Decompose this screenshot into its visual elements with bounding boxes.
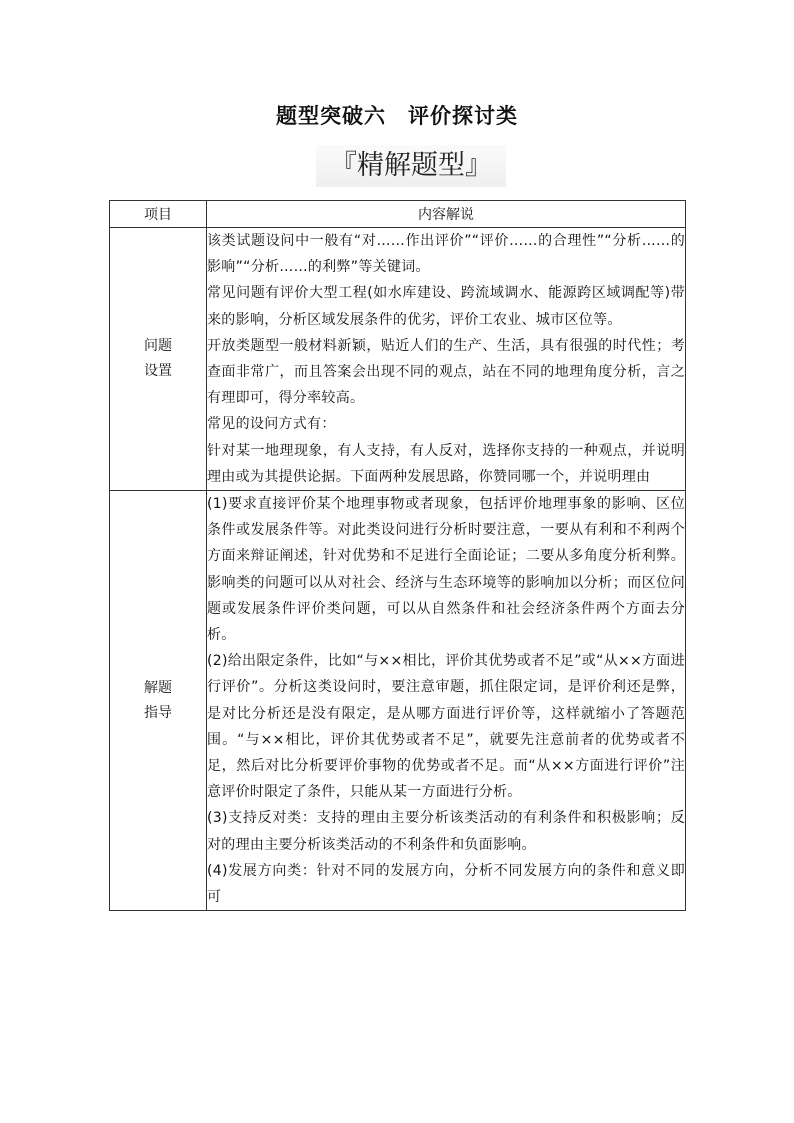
item-label-line: 问题 [144, 338, 172, 355]
content-paragraph: 针对某一地理现象，有人支持，有人反对，选择你支持的一种观点，并说明理由或为其提供论据。下面两种发展思路，你赞同哪一个，并说明理由 [207, 442, 685, 485]
content-paragraph: 常见的设问方式有： [207, 416, 336, 433]
content-paragraph: 该类试题设问中一般有“对……作出评价”“评价……的合理性”“分析……的影响”“分析……的利弊”等关键词。 [207, 233, 685, 276]
content-paragraph: 常见问题有评价大型工程(如水库建设、跨流域调水、能源跨区域调配等)带来的影响，分析区域发展条件的优劣，评价工农业、城市区位等。 [207, 285, 685, 328]
item-cell-solving-guide [110, 491, 207, 911]
section-banner: 『精解题型』 [316, 145, 506, 187]
header-content: 内容解说 [207, 201, 686, 228]
item-label-line: 设置 [144, 363, 172, 380]
item-label-line: 指导 [144, 704, 172, 721]
content-cell-solving-guide [207, 491, 686, 911]
content-paragraph: (4)发展方向类：针对不同的发展方向，分析不同发展方向的条件和意义即可 [207, 862, 685, 906]
content-paragraph: 开放类题型一般材料新颖，贴近人们的生产、生活，具有很强的时代性；考查面非常广，而且答案会出现不同的观点，站在不同的地理角度分析，言之有理即可，得分率较高。 [207, 337, 685, 407]
item-cell-question-setting [110, 228, 207, 491]
table-row-solving-guide [110, 491, 686, 911]
page-title: 题型突破六 评价探讨类 [276, 104, 518, 128]
item-label-line: 解题 [144, 679, 172, 696]
guide-table [109, 200, 686, 911]
content-paragraph: (1)要求直接评价某个地理事物或者现象，包括评价地理事象的影响、区位条件或发展条件等。对此类设问进行分析时要注意，一要从有利和不利两个方面来辩证阐述，针对优势和不足进行全面论证；二要从多角度分析利弊。影响类的问题可以从对社会、经济与生态环境等的影响加以分析；而区位问题或发展条件评价类问题，可以从自然条件和社会经济条件两个方面去分析。 [207, 496, 685, 644]
content-paragraph: (3)支持反对类：支持的理由主要分析该类活动的有利条件和积极影响；反对的理由主要分析该类活动的不利条件和负面影响。 [207, 810, 685, 853]
table-row-question-setting [110, 228, 686, 491]
table-header-row [110, 201, 686, 228]
header-item: 项目 [110, 201, 207, 228]
content-cell-question-setting [207, 228, 686, 491]
content-paragraph: (2)给出限定条件，比如“与××相比，评价其优势或者不足”或“从××方面进行评价”。分析这类设问时，要注意审题，抓住限定词，是评价利还是弊，是对比分析还是没有限定，是从哪方面进行评价等，这样就缩小了答题范围。“与××相比，评价其优势或者不足”，就要先注意前者的优势或者不足，然后对比分析要评价事物的优势或者不足。而“从××方面进行评价”注意评价时限定了条件，只能从某一方面进行分析。 [207, 653, 685, 801]
